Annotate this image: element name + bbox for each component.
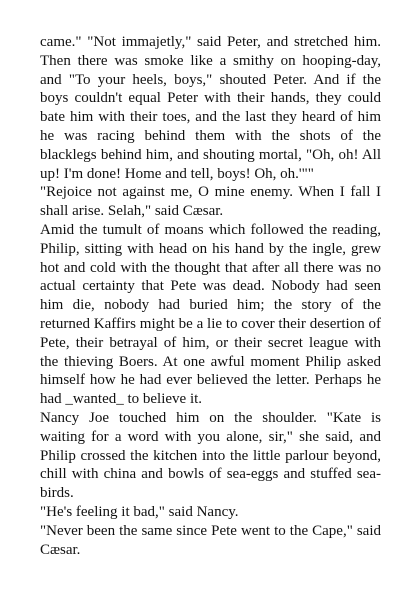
paragraph: came." "Not immajetly," said Peter, and stretched him. Then there was smoke like a smithy on hooping-day, and "To your heels, boys," shouted Peter. And if the boys couldn't equal Peter with their hands, they could bate him with their toes, and the last they heard of him he was racing behind them with the shots of the blacklegs behind him, and shouting mortal, "Oh, oh! All up! I'm done! Home and tell, boys! Oh, oh.'"": [40, 34, 381, 182]
paragraph: "Never been the same since Pete went to the Cape," said Cæsar.: [40, 522, 381, 558]
page-text: [40, 33, 381, 559]
paragraph: Nancy Joe touched him on the shoulder. "Kate is waiting for a word with you alone, sir," she said, and Philip crossed the kitchen into the little parlour beyond, chill with china and bowls of sea-eggs and stuffed sea-birds.: [40, 409, 381, 502]
paragraph: "Rejoice not against me, O mine enemy. When I fall I shall arise. Selah," said Cæsar.: [40, 184, 381, 220]
paragraph: "He's feeling it bad," said Nancy.: [40, 503, 239, 520]
paragraph: Amid the tumult of moans which followed the reading, Philip, sitting with head on his hand by the ingle, grew hot and cold with the thought that after all there was no actual certainty that Pete was dead. Nobody had seen him die, nobody had buried him; the story of the returned Kaffirs might be a lie to cover their desertion of Pete, their betrayal of him, or their secret league with the thieving Boers. At one awful moment Philip asked himself how he had ever believed the letter. Perhaps he had _wanted_ to believe it.: [40, 221, 381, 408]
